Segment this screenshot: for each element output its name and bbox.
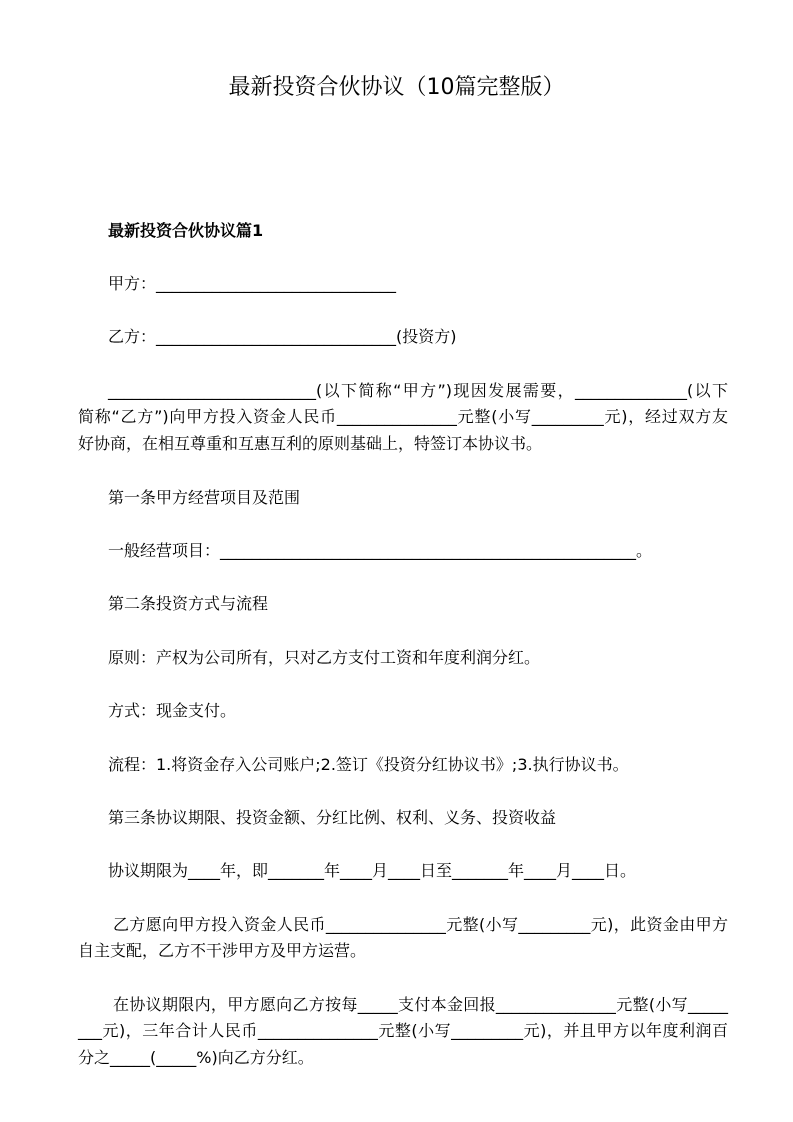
investment-paragraph-line: 乙方愿向甲方投入资金人民币_______________元整(小写_________元)，此资金由甲方 (113, 914, 728, 934)
business-scope-line: 一般经营项目：____________________________________________________。 (108, 540, 653, 560)
process-line: 流程：1.将资金存入公司账户;2.签订《投资分红协议书》;3.执行协议书。 (108, 754, 629, 774)
intro-paragraph-line: 简称“乙方”)向甲方投入资金人民币_______________元整(小写_________元)，经过双方友 (78, 407, 728, 427)
investment-paragraph-line: 自主支配，乙方不干涉甲方及甲方运营。 (78, 941, 367, 961)
investment-paragraph (78, 912, 728, 965)
returns-paragraph-line: ___元)，三年合计人民币_______________元整(小写_________元)，并且甲方以年度利润百 (78, 1021, 728, 1041)
intro-paragraph-line: 好协商，在相互尊重和互惠互利的原则基础上，特签订本协议书。 (78, 434, 543, 454)
document-title: 最新投资合伙协议（10篇完整版） (228, 75, 565, 100)
returns-paragraph-line: 在协议期限内，甲方愿向乙方按每_____支付本金回报_______________元整(小写_____ (113, 994, 728, 1014)
article-3-title: 第三条协议期限、投资金额、分红比例、权利、义务、投资收益 (108, 807, 557, 827)
term-line: 协议期限为____年，即_______年____月____日至_______年____月____日。 (108, 861, 637, 881)
party-a-line: 甲方：______________________________ (108, 273, 397, 293)
principle-line: 原则：产权为公司所有，只对乙方支付工资和年度利润分红。 (108, 647, 541, 667)
article-2-title: 第二条投资方式与流程 (108, 594, 269, 614)
article-1-title: 第一条甲方经营项目及范围 (108, 487, 301, 507)
intro-paragraph (78, 378, 728, 458)
returns-paragraph (78, 992, 728, 1072)
party-b-line: 乙方：______________________________(投资方) (108, 327, 457, 347)
intro-paragraph-line: __________________________(以下简称“甲方”)现因发展需要，______________(以下 (108, 380, 728, 400)
section-heading: 最新投资合伙协议篇1 (108, 220, 264, 240)
returns-paragraph-line: 分之_____(_____%)向乙方分红。 (78, 1048, 314, 1068)
method-line: 方式：现金支付。 (108, 701, 237, 721)
document-body (78, 218, 728, 1099)
